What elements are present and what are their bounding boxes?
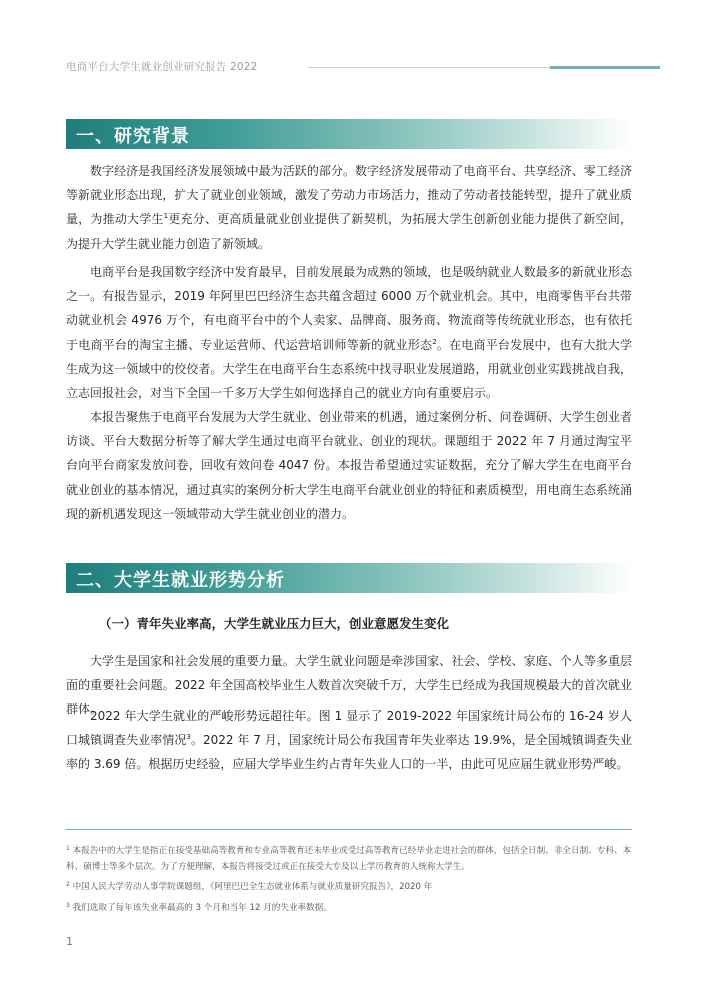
paragraph: 大学生是国家和社会发展的重要力量。大学生就业问题是牵涉国家、社会、学校、家庭、个人等多重层面的重要社会问题。2022 年全国高校毕业生人数首次突破千万，大学生已经成为我国规模最大的首次就业群体。	[66, 654, 632, 717]
paragraph: 电商平台是我国数字经济中发育最早，目前发展最为成熟的领域，也是吸纳就业人数最多的新就业形态之一。有报告显示，2019 年阿里巴巴经济生态共蕴含超过 6000 万个就业机会。其中，电商零售平台共带动就业机会 4976 万个，有电商平台中的个人卖家、品牌商、服务商、物流商等传统就业形态，也有依托于电商平台的淘宝主播、专业运营师、代运营培训师等新的就业形态$^2$。在电商平台发展中，也有大批大学生成为这一领域中的佼佼者。大学生在电商平台生态系统中找寻职业发展道路，用就业创业实践挑战自我，立志回报社会，对当下全国一千多万大学生如何选择自己的就业方向有重要启示。	[66, 265, 632, 401]
footnote: $^3$ 我们选取了每年该失业率最高的 3 个月和当年 12 月的失业率数据。	[66, 901, 332, 913]
footnote-ref: 2	[432, 337, 437, 346]
running-header: 电商平台大学生就业创业研究报告 2022	[66, 61, 258, 73]
footnote-ref: 1	[163, 212, 169, 221]
header-rule-accent	[550, 66, 660, 69]
footnote: $^2$ 中国人民大学劳动人事学院课题组，《阿里巴巴全生态就业体系与就业质量研究报告》，2020 年	[66, 881, 433, 892]
subsection-heading: （一）青年失业率高，大学生就业压力巨大，创业意愿发生变化	[99, 616, 450, 631]
header-rule	[308, 66, 660, 70]
paragraph: 本报告聚焦于电商平台发展为大学生就业、创业带来的机遇，通过案例分析、问卷调研、大学生创业者访谈、平台大数据分析等了解大学生通过电商平台就业、创业的现状。课题组于 2022 年 7 月通过淘宝平台向平台商家发放问卷，回收有效问卷 4047 份。本报告希望通过实证数据，充分了解大学生在电商平台就业创业的基本情况，通过真实的案例分析大学生电商平台就业创业的特征和素质模型，用电商生态系统涌现的新机遇发现这一领域带动大学生就业创业的潜力。	[66, 410, 632, 521]
section-title: 一、研究背景	[76, 126, 190, 147]
footnote-divider	[66, 829, 632, 830]
section-title: 二、大学生就业形势分析	[76, 570, 285, 591]
footnote: $^1$ 本报告中的大学生是指正在接受基础高等教育和专业高等教育还未毕业或受过高等教育已经毕业走进社会的群体，包括全日制、非全日制、专科、本科、硕博士等多个层次。为了方便理解，本报告将接受过或正在接受大专及以上学历教育的人统称大学生。	[66, 845, 632, 872]
section-heading-employment-analysis	[66, 563, 632, 593]
footnotes	[66, 844, 632, 921]
paragraph: 2022 年大学生就业的严峻形势远超往年。图 1 显示了 2019-2022 年国家统计局公布的 16-24 岁人口城镇调查失业率情况$^3$。2022 年 7 月，国家统计局公布我国青年失业率达 19.9%，是全国城镇调查失业率的 3.69 倍。根据历史经验，应届大学毕业生约占青年失业人口的一半，由此可见应届生就业形势严峻。	[66, 709, 632, 772]
footnote-ref: 3	[186, 733, 191, 742]
page-number: 1	[66, 935, 73, 948]
paragraph: 数字经济是我国经济发展领域中最为活跃的部分。数字经济发展带动了电商平台、共享经济、零工经济等新就业形态出现，扩大了就业创业领域，激发了劳动力市场活力，推动了劳动者技能转型，提升了就业质量，为推动大学生$^1$更充分、更高质量就业创业提供了新契机，为拓展大学生创新创业能力提供了新空间，为提升大学生就业能力创造了新领域。	[66, 164, 632, 251]
section-heading-research-background	[66, 119, 632, 149]
